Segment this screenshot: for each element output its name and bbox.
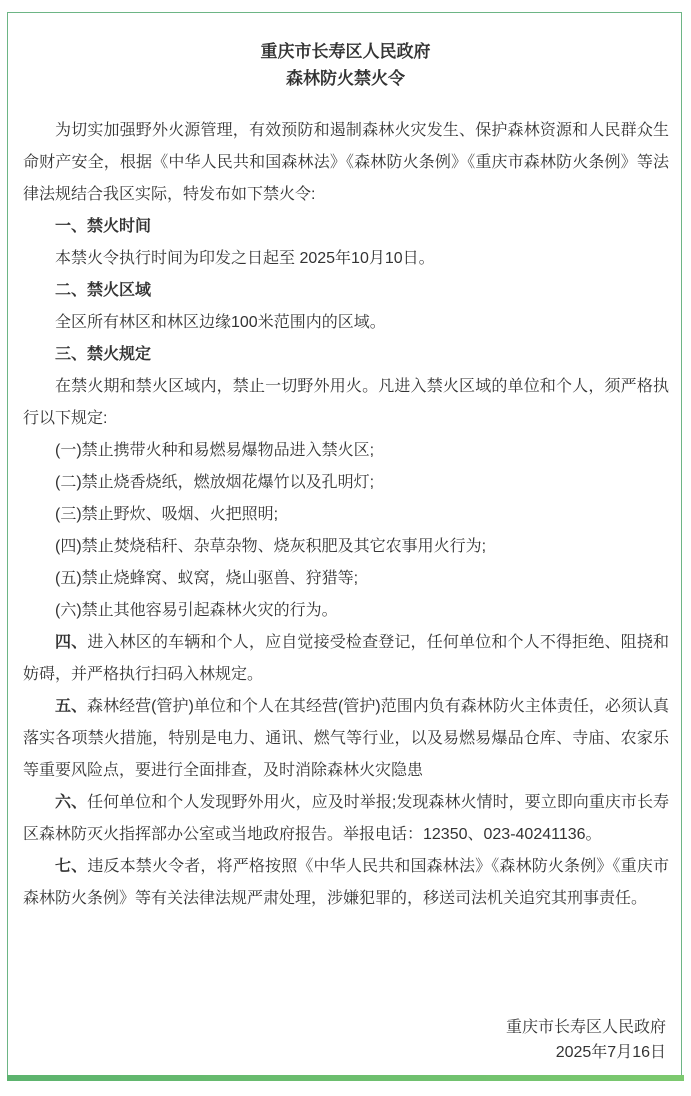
numbered-item	[23, 691, 669, 787]
document-body	[23, 115, 669, 915]
section-heading: 二、禁火区域	[55, 282, 152, 299]
section-heading: 一、禁火时间	[55, 218, 152, 235]
rule-item: (四)禁止焚烧秸秆、杂草杂物、烧灰积肥及其它农事用火行为;	[55, 538, 487, 555]
issuer-title: 重庆市长寿区人民政府	[260, 42, 431, 61]
numbered-item	[23, 851, 669, 915]
signature-date: 2025年7月16日	[555, 1044, 666, 1061]
item-lead: 七、	[55, 858, 88, 875]
rule-item: (二)禁止烧香烧纸，燃放烟花爆竹以及孔明灯;	[55, 474, 375, 491]
item-text: 进入林区的车辆和个人，应自觉接受检查登记，任何单位和个人不得拒绝、阻挠和妨碍，并严格执行扫码入林规定。	[23, 634, 669, 683]
item-lead: 六、	[55, 794, 88, 811]
item-text: 违反本禁火令者，将严格按照《中华人民共和国森林法》《森林防火条例》《重庆市森林防火条例》等有关法律法规严肃处理，涉嫌犯罪的，移送司法机关追究其刑事责任。	[23, 858, 669, 907]
section-heading: 三、禁火规定	[55, 346, 152, 363]
rule-item: (六)禁止其他容易引起森林火灾的行为。	[55, 602, 338, 619]
rule-item: (五)禁止烧蜂窝、蚁窝，烧山驱兽、狩猎等;	[55, 570, 359, 587]
intro-paragraph: 为切实加强野外火源管理，有效预防和遏制森林火灾发生、保护森林资源和人民群众生命财产安全，根据《中华人民共和国森林法》《森林防火条例》《重庆市森林防火条例》等法律法规结合我区实际，特发布如下禁火令:	[23, 122, 669, 203]
section-text: 全区所有林区和林区边缘100米范围内的区域。	[55, 314, 386, 331]
item-lead: 四、	[55, 634, 88, 651]
numbered-item	[23, 627, 669, 691]
section-text: 在禁火期和禁火区域内，禁止一切野外用火。凡进入禁火区域的单位和个人，须严格执行以下规定:	[23, 378, 669, 427]
section-text: 本禁火令执行时间为印发之日起至 2025年10月10日。	[55, 250, 435, 267]
signature-issuer: 重庆市长寿区人民政府	[505, 1019, 666, 1036]
rule-item: (三)禁止野炊、吸烟、火把照明;	[55, 506, 279, 523]
item-text: 任何单位和个人发现野外用火，应及时举报;发现森林火情时，要立即向重庆市长寿区森林防灭火指挥部办公室或当地政府报告。举报电话：12350、023-40241136。	[23, 794, 669, 843]
rule-item: (一)禁止携带火种和易燃易爆物品进入禁火区;	[55, 442, 375, 459]
item-text: 森林经营(管护)单位和个人在其经营(管护)范围内负有森林防火主体责任，必须认真落实各项禁火措施，特别是电力、通讯、燃气等行业，以及易燃易爆品仓库、寺庙、农家乐等重要风险点，要进行全面排查，及时消除森林火灾隐患	[23, 698, 669, 779]
item-lead: 五、	[55, 698, 88, 715]
bottom-accent-bar	[7, 1075, 684, 1081]
numbered-item	[23, 787, 669, 851]
document-title: 森林防火禁火令	[286, 69, 405, 88]
